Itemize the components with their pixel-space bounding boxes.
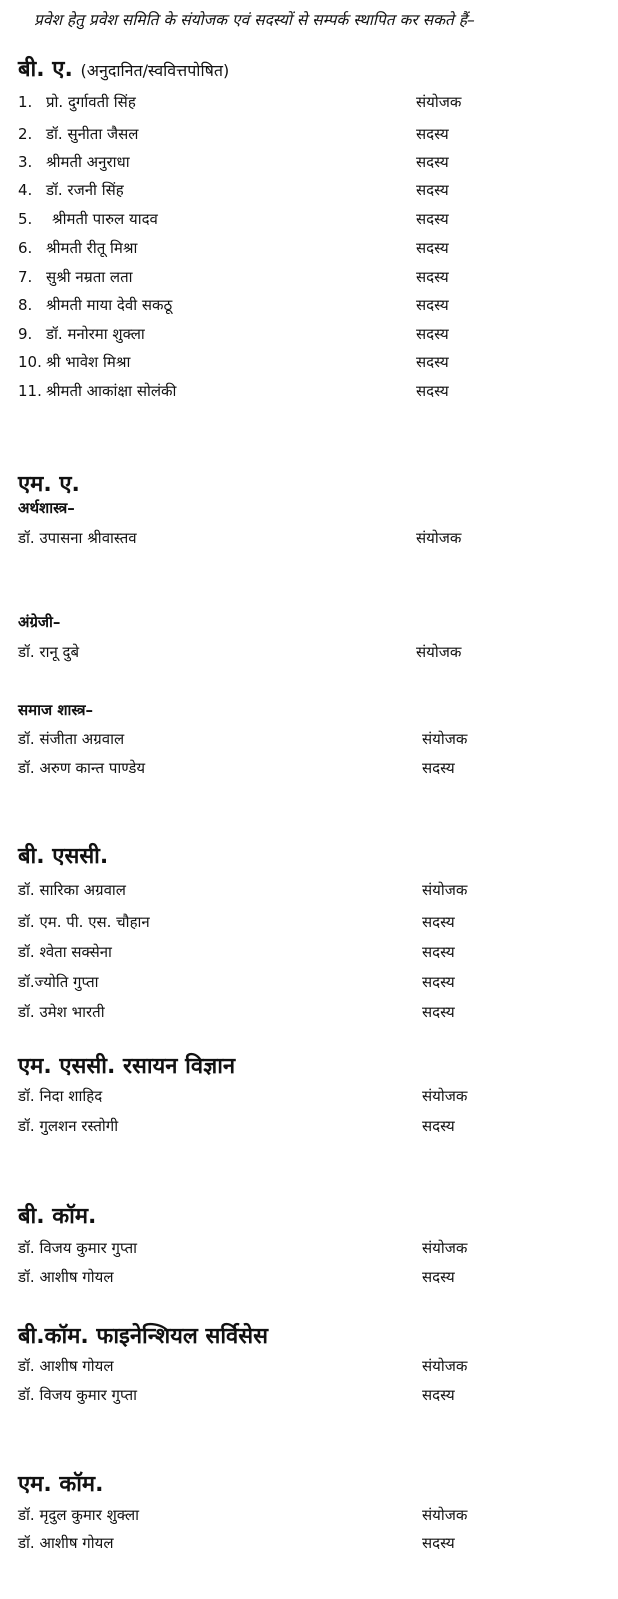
ma-heading: एम. ए.: [18, 472, 80, 497]
member-number: 9.: [18, 325, 33, 343]
member-name: डॉ. श्वेता सक्सेना: [18, 943, 112, 961]
member-role: संयोजक: [422, 730, 468, 748]
member-role: सदस्य: [416, 181, 449, 199]
ba-member-row: [18, 238, 137, 258]
member-role: संयोजक: [416, 643, 462, 661]
member-role: सदस्य: [422, 973, 455, 991]
member-name: श्रीमती रीतू मिश्रा: [46, 239, 138, 257]
member-name: डॉ. आशीष गोयल: [18, 1534, 114, 1552]
member-role: संयोजक: [416, 93, 462, 111]
member-number: 7.: [18, 268, 33, 286]
member-number: 3.: [18, 153, 33, 171]
member-name: डॉ. उमेश भारती: [18, 1003, 105, 1021]
member-role: सदस्य: [422, 1003, 455, 1021]
member-number: 4.: [18, 181, 33, 199]
member-name: श्रीमती आकांक्षा सोलंकी: [46, 382, 177, 400]
ba-member-row: [18, 209, 158, 229]
member-role: संयोजक: [422, 881, 468, 899]
member-number: 1.: [18, 93, 33, 111]
member-role: सदस्य: [422, 913, 455, 931]
member-role: सदस्य: [416, 382, 449, 400]
member-role: सदस्य: [422, 759, 455, 777]
member-role: सदस्य: [416, 296, 449, 314]
member-name: डॉ. एम. पी. एस. चौहान: [18, 913, 150, 931]
member-role: संयोजक: [416, 529, 462, 547]
member-role: सदस्य: [416, 210, 449, 228]
msc-heading: एम. एससी. रसायन विज्ञान: [18, 1054, 236, 1079]
ma-english-heading: अंग्रेजी–: [18, 613, 61, 631]
member-name: डॉ. संजीता अग्रवाल: [18, 730, 125, 748]
ba-member-row: [18, 124, 138, 144]
ba-subtitle: (अनुदानित/स्ववित्तपोषित): [80, 61, 230, 80]
member-number: 11.: [18, 382, 42, 400]
member-role: संयोजक: [422, 1239, 468, 1257]
member-name: श्रीमती पारुल यादव: [52, 210, 158, 228]
ba-member-row: [18, 267, 133, 287]
member-name: डॉ. निदा शाहिद: [18, 1087, 103, 1105]
member-number: 6.: [18, 239, 33, 257]
member-name: डॉ. रानू दुबे: [18, 643, 80, 661]
bcom-heading: बी. कॉम.: [18, 1204, 97, 1229]
member-role: सदस्य: [416, 239, 449, 257]
ba-member-row: [18, 152, 130, 172]
ba-member-row: [18, 180, 124, 200]
ba-member-row: [18, 352, 130, 372]
ba-member-row: [18, 324, 145, 344]
member-name: डॉ. उपासना श्रीवास्तव: [18, 529, 137, 547]
member-role: सदस्य: [416, 325, 449, 343]
bcomfs-heading: बी.कॉम. फाइनेन्शियल सर्विसेस: [18, 1324, 269, 1349]
member-number: 8.: [18, 296, 33, 314]
member-name: श्रीमती अनुराधा: [46, 153, 130, 171]
member-name: डॉ. विजय कुमार गुप्ता: [18, 1386, 138, 1404]
member-role: सदस्य: [416, 268, 449, 286]
member-name: सुश्री नम्रता लता: [46, 268, 133, 286]
member-name: प्रो. दुर्गावती सिंह: [46, 93, 136, 111]
member-name: डॉ. आशीष गोयल: [18, 1268, 114, 1286]
member-role: सदस्य: [422, 943, 455, 961]
ba-title: बी. ए.: [18, 57, 73, 82]
member-number: 2.: [18, 125, 33, 143]
ba-member-row: [18, 92, 136, 112]
ma-sociology-heading: समाज शास्त्र–: [18, 701, 94, 719]
member-name: डॉ. आशीष गोयल: [18, 1357, 114, 1375]
member-role: सदस्य: [422, 1268, 455, 1286]
member-name: डॉ. गुलशन रस्तोगी: [18, 1117, 119, 1135]
ma-economics-heading: अर्थशास्त्र–: [18, 499, 75, 517]
member-name: डॉ. अरुण कान्त पाण्डेय: [18, 759, 146, 777]
member-name: डॉ.ज्योति गुप्ता: [18, 973, 99, 991]
member-role: संयोजक: [422, 1357, 468, 1375]
member-role: सदस्य: [416, 125, 449, 143]
member-number: 10.: [18, 353, 42, 371]
member-name: श्रीमती माया देवी सकठू: [46, 296, 173, 314]
member-number: 5.: [18, 210, 33, 228]
member-role: सदस्य: [416, 153, 449, 171]
ba-heading: [18, 53, 229, 83]
member-name: डॉ. रजनी सिंह: [46, 181, 124, 199]
member-role: सदस्य: [422, 1534, 455, 1552]
member-role: सदस्य: [416, 353, 449, 371]
ba-member-row: [18, 381, 176, 401]
member-role: सदस्य: [422, 1386, 455, 1404]
member-role: संयोजक: [422, 1087, 468, 1105]
ba-member-row: [18, 295, 172, 315]
intro-text: प्रवेश हेतु प्रवेश समिति के संयोजक एवं सदस्यों से सम्पर्क स्थापित कर सकते हैं–: [34, 11, 475, 29]
bsc-heading: बी. एससी.: [18, 844, 109, 869]
member-name: डॉ. सुनीता जैसल: [46, 125, 139, 143]
member-name: श्री भावेश मिश्रा: [46, 353, 131, 371]
member-role: संयोजक: [422, 1506, 468, 1524]
member-name: डॉ. मनोरमा शुक्ला: [46, 325, 145, 343]
member-role: सदस्य: [422, 1117, 455, 1135]
mcom-heading: एम. कॉम.: [18, 1472, 104, 1497]
member-name: डॉ. सारिका अग्रवाल: [18, 881, 126, 899]
member-name: डॉ. मृदुल कुमार शुक्ला: [18, 1506, 140, 1524]
member-name: डॉ. विजय कुमार गुप्ता: [18, 1239, 138, 1257]
